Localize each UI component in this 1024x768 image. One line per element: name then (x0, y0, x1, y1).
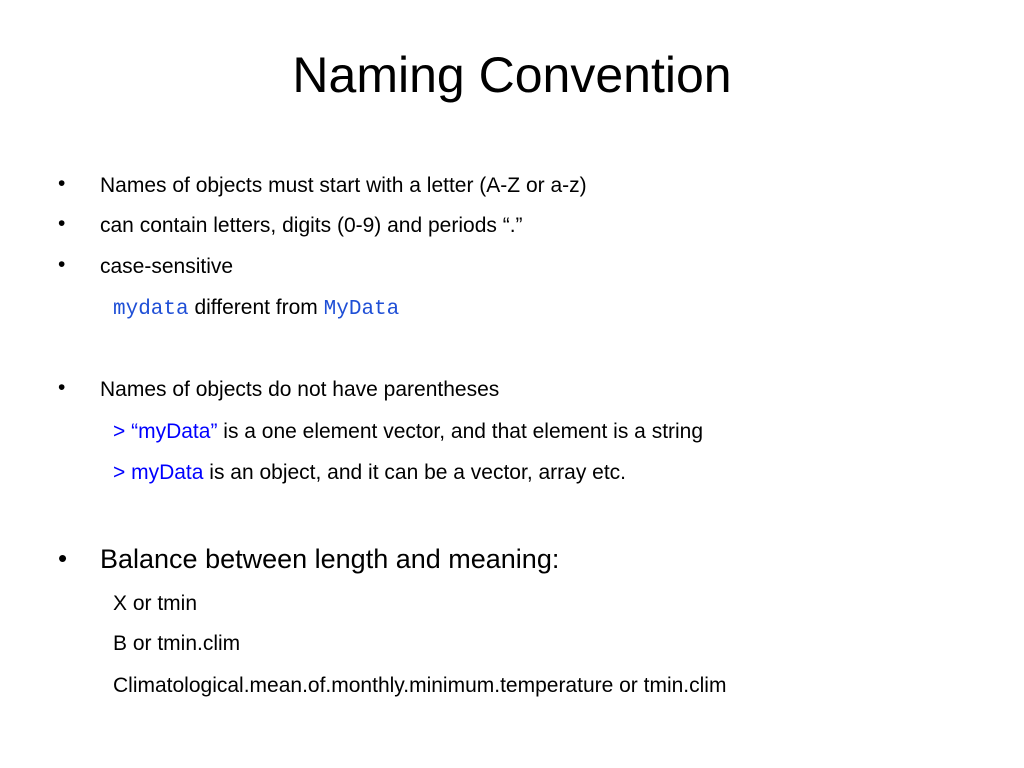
string-example-prompt: > “myData” (113, 420, 218, 443)
bullet-marker: • (58, 253, 66, 276)
bullet-marker: • (58, 543, 68, 573)
bullet-text-parentheses: Names of objects do not have parentheses (100, 378, 500, 401)
case-example-line (113, 294, 399, 324)
code-mydata: mydata (113, 298, 189, 321)
bullet-text-contents: can contain letters, digits (0-9) and periods “.” (100, 214, 523, 237)
bullet-marker: • (58, 376, 66, 399)
bullet-marker: • (58, 172, 66, 195)
object-example-rest: is an object, and it can be a vector, array etc. (203, 461, 627, 484)
balance-example-1: X or tmin (113, 592, 198, 615)
string-example-rest: is a one element vector, and that element is a string (217, 420, 704, 443)
bullet-text-start-letter: Names of objects must start with a letter (A-Z or a-z) (100, 174, 587, 197)
code-MyData: MyData (323, 298, 400, 321)
bullet-text-balance: Balance between length and meaning: (100, 544, 560, 574)
bullet-marker: • (58, 212, 66, 235)
bullet-text-case-sensitive: case-sensitive (100, 255, 234, 278)
object-example-prompt: > myData (113, 461, 204, 484)
string-example-line (113, 418, 703, 446)
slide-title: Naming Convention (292, 47, 732, 103)
case-example-middle: different from (188, 296, 324, 319)
balance-example-2: B or tmin.clim (113, 632, 241, 655)
balance-example-3: Climatological.mean.of.monthly.minimum.temperature or tmin.clim (113, 674, 727, 697)
object-example-line (113, 459, 626, 487)
